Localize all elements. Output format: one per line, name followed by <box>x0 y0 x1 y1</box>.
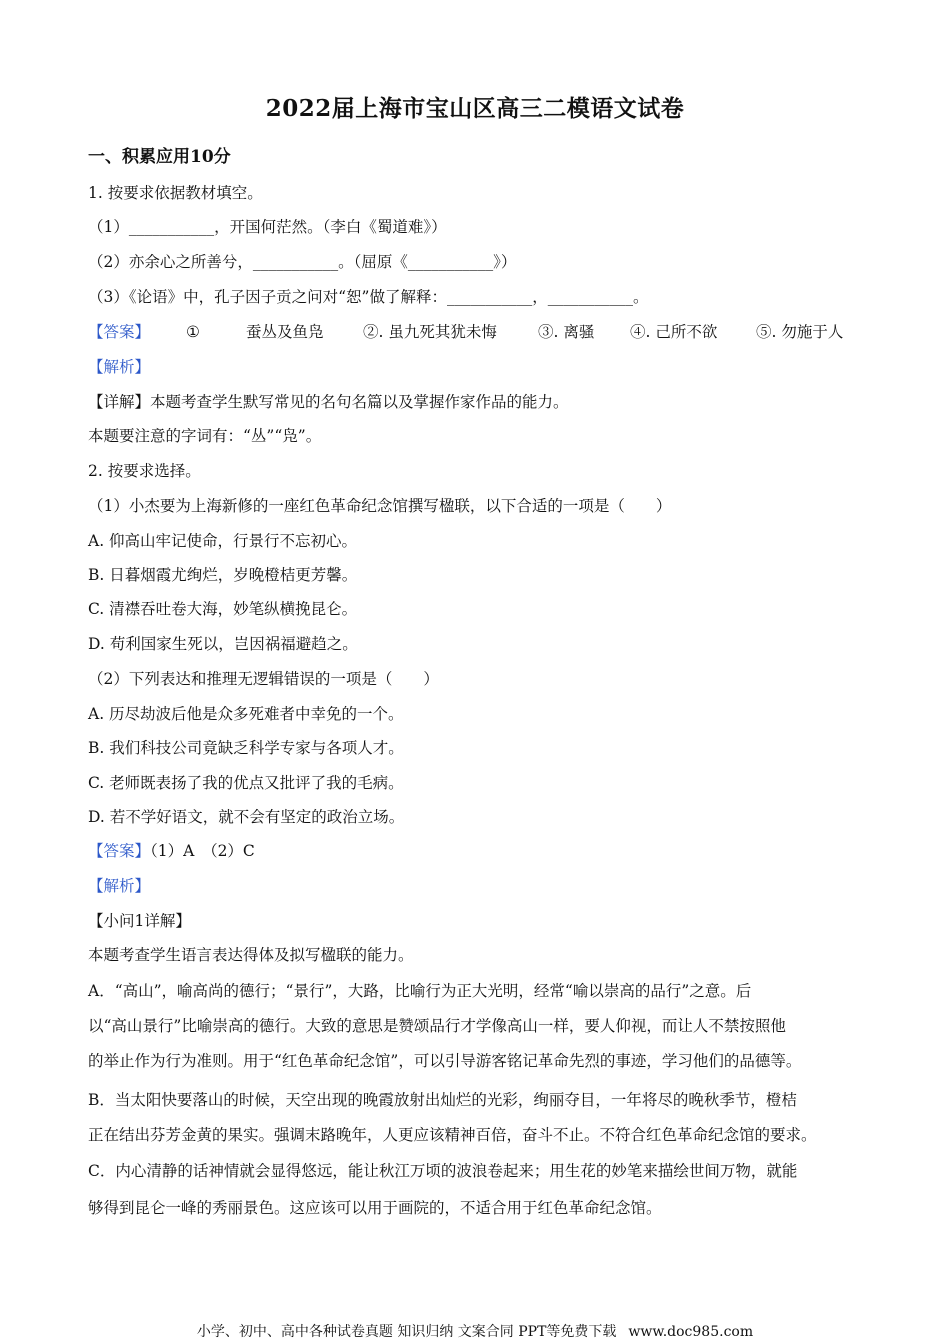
q1-part3: （3）《论语》中，孔子因子贡之问对“恕”做了解释：___________，___________。 <box>88 288 649 306</box>
paragraph-line: 正在结出芬芳金黄的果实。强调末路晚年，人更应该精神百倍，奋斗不止。不符合红色革命纪念馆的要求。 <box>88 1126 817 1144</box>
answer-item: ④. 己所不欲 <box>630 323 718 341</box>
page-footer <box>0 1321 950 1341</box>
paragraph-line: 的举止作为行为准则。用于“红色革命纪念馆”，可以引导游客铭记革命先烈的事迹，学习他们的品德等。 <box>88 1052 802 1070</box>
paragraph-line: A．“高山”，喻高尚的德行；“景行”，大路，比喻行为正大光明，经常“喻以崇高的品行”之意。后 <box>88 982 752 1000</box>
answer-label: 【答案】 <box>88 842 151 860</box>
paragraph-line: B．当太阳快要落山的时候，天空出现的晚霞放射出灿烂的光彩，绚丽夺目，一年将尽的晚秋季节，橙桔 <box>88 1091 797 1109</box>
q1-answer-row <box>88 321 878 343</box>
q2-intro: 本题考查学生语言表达得体及拟写楹联的能力。 <box>88 946 414 964</box>
footer-url[interactable]: www.doc985.com <box>628 1324 754 1340</box>
option-c: C. 清襟吞吐卷大海，妙笔纵横挽昆仑。 <box>88 600 358 618</box>
document-title: 2022届上海市宝山区高三二模语文试卷 <box>265 95 685 122</box>
footer-text: 小学、初中、高中各种试卷真题 知识归纳 文案合同 PPT等免费下载 <box>196 1324 617 1340</box>
option-b: B. 我们科技公司竟缺乏科学专家与各项人才。 <box>88 739 404 757</box>
answer-item: 蚕丛及鱼凫 <box>246 323 324 341</box>
paragraph-line: 以“高山景行”比喻崇高的德行。大致的意思是赞颂品行才学像高山一样，要人仰视，而让人不禁按照他 <box>88 1017 786 1035</box>
option-a: A. 历尽劫波后他是众多死难者中幸免的一个。 <box>88 705 404 723</box>
q1-stem: 1. 按要求依据教材填空。 <box>88 184 263 202</box>
answer-item: ②. 虽九死其犹未悔 <box>363 323 497 341</box>
q2-sub1: （1）小杰要为上海新修的一座红色革命纪念馆撰写楹联，以下合适的一项是（ ） <box>88 497 672 515</box>
option-c: C. 老师既表扬了我的优点又批评了我的毛病。 <box>88 774 404 792</box>
q1-note: 本题要注意的字词有：“丛”“凫”。 <box>88 427 322 445</box>
q1-part2: （2）亦余心之所善兮，___________。（屈原《___________》） <box>88 253 517 271</box>
answer-label: 【答案】 <box>88 323 151 341</box>
q2-answer-row <box>88 840 878 862</box>
section-heading: 一、积累应用10分 <box>88 147 231 167</box>
answer-item: ① <box>186 323 200 341</box>
paragraph-line: 够得到昆仑一峰的秀丽景色。这应该可以用于画院的，不适合用于红色革命纪念馆。 <box>88 1199 662 1217</box>
option-d: D. 苟利国家生死以，岂因祸福避趋之。 <box>88 635 358 653</box>
q1-detail: 【详解】本题考查学生默写常见的名句名篇以及掌握作家作品的能力。 <box>88 393 569 411</box>
analysis-label: 【解析】 <box>88 358 151 376</box>
option-a: A. 仰高山牢记使命，行景行不忘初心。 <box>88 532 358 550</box>
option-b: B. 日暮烟霞尤绚烂，岁晚橙桔更芳馨。 <box>88 566 358 584</box>
option-d: D. 若不学好语文，就不会有坚定的政治立场。 <box>88 808 405 826</box>
q2-stem: 2. 按要求选择。 <box>88 462 201 480</box>
small-question-heading: 【小问1详解】 <box>88 912 191 930</box>
answer-item: ③. 离骚 <box>538 323 595 341</box>
q1-part1: （1）___________，开国何茫然。（李白《蜀道难》） <box>88 218 447 236</box>
q2-sub2: （2）下列表达和推理无逻辑错误的一项是（ ） <box>88 670 439 688</box>
analysis-label: 【解析】 <box>88 877 151 895</box>
answer-item: ⑤. 勿施于人 <box>756 323 844 341</box>
paragraph-line: C．内心清静的话神情就会显得悠远，能让秋江万顷的波浪卷起来；用生花的妙笔来描绘世间万物，就能 <box>88 1162 798 1180</box>
answer-text: （1）A （2）C <box>150 842 255 860</box>
